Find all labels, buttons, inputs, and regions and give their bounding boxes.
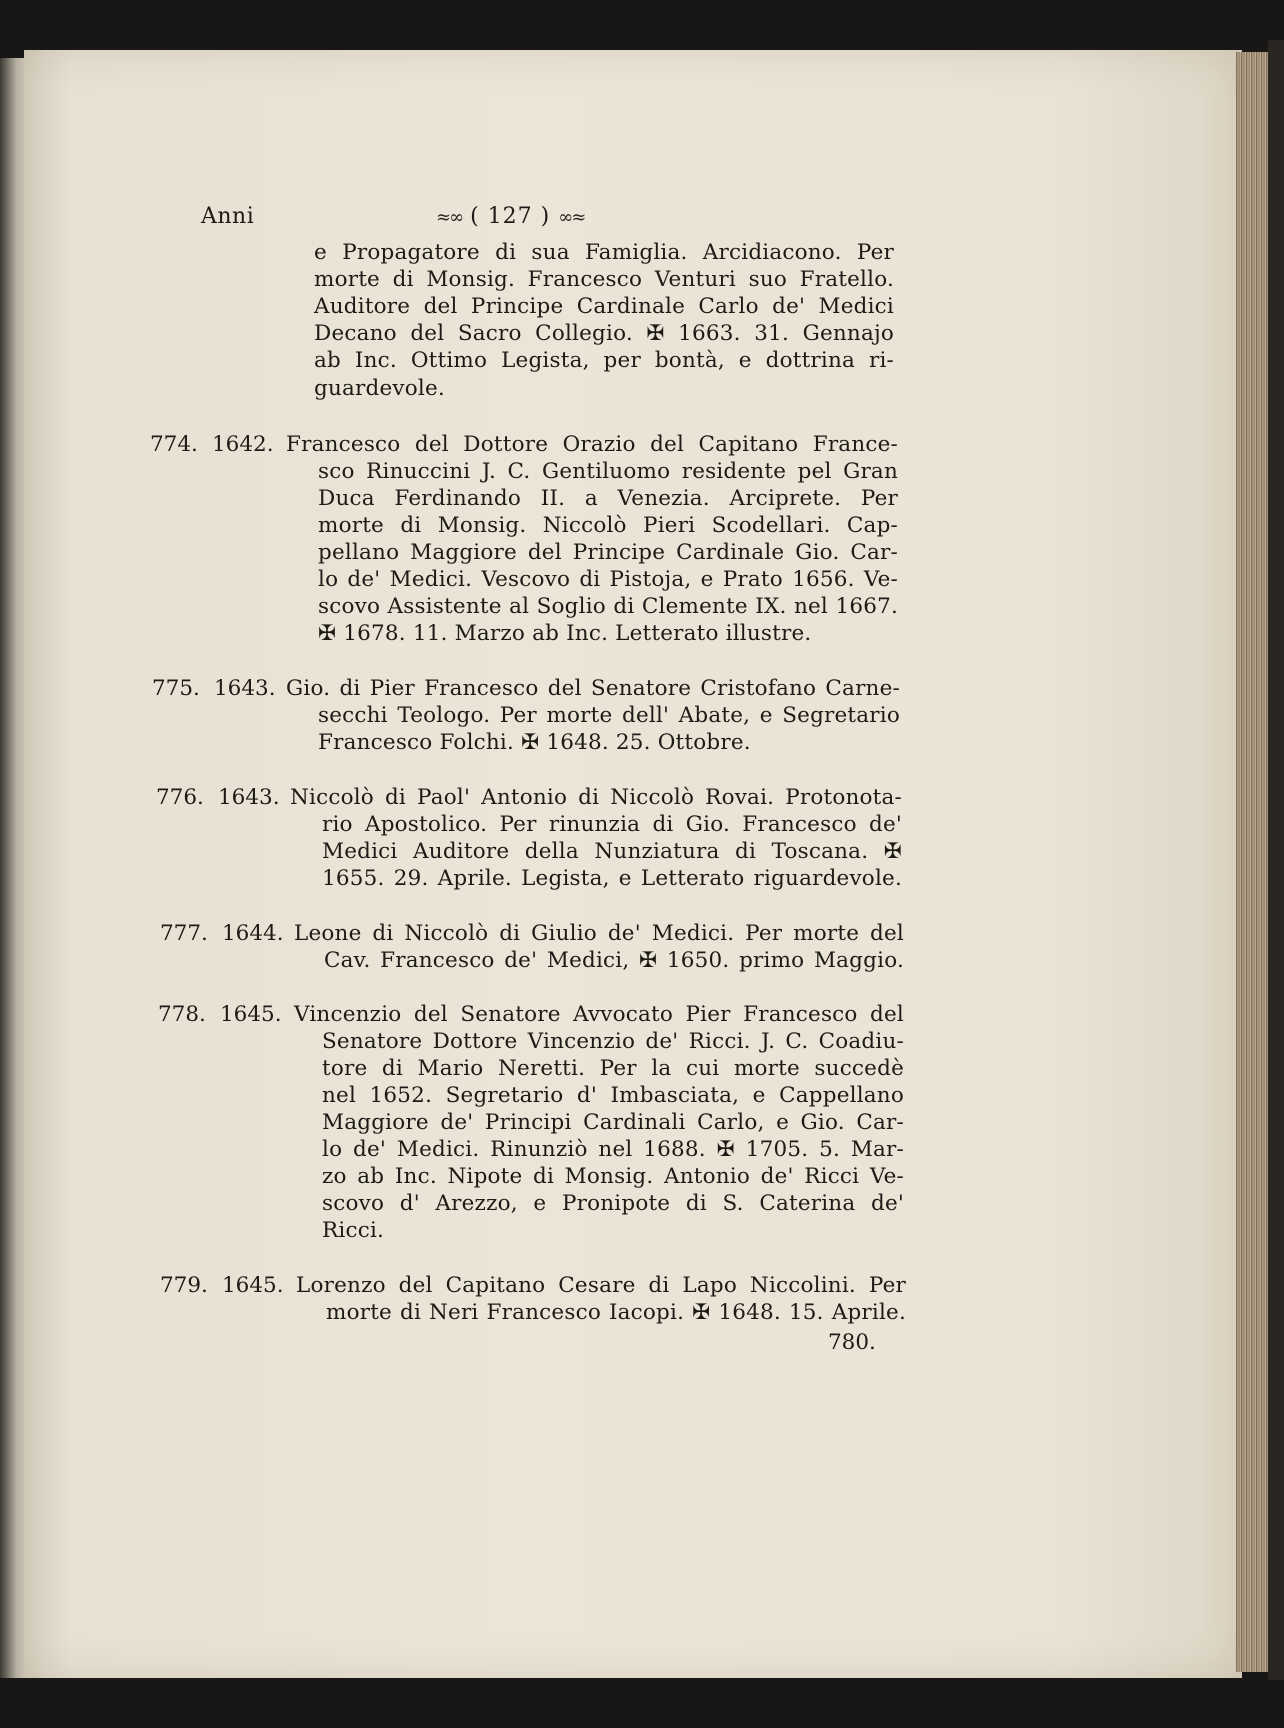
text-line: 1655. 29. Aprile. Legista, e Letterato riguardevole. xyxy=(322,866,902,891)
text-line: tore di Mario Neretti. Per la cui morte succedè xyxy=(322,1056,904,1081)
page-number-header xyxy=(436,204,584,229)
ornament-right-icon: ∞≈ xyxy=(558,207,585,228)
text-line: Cav. Francesco de' Medici, ✠ 1650. primo Maggio. xyxy=(324,948,904,973)
running-head: Anni xyxy=(201,204,255,229)
entry-number: 779. xyxy=(160,1273,208,1298)
text-line: Lorenzo del Capitano Cesare di Lapo Niccolini. Per xyxy=(296,1273,906,1298)
text-line: Maggiore de' Principi Cardinali Carlo, e Gio. Car- xyxy=(322,1110,904,1135)
text-line: nel 1652. Segretario d' Imbasciata, e Cappellano xyxy=(322,1083,904,1108)
text-line: Senatore Dottore Vincenzio de' Ricci. J. C. Coadiu- xyxy=(322,1029,904,1054)
text-line: Leone di Niccolò di Giulio de' Medici. Per morte del xyxy=(294,921,904,946)
entry-year: 1643. xyxy=(214,676,276,701)
text-line: ✠ 1678. 11. Marzo ab Inc. Letterato illustre. xyxy=(318,621,812,646)
entry-number: 778. xyxy=(158,1002,206,1027)
entry-number: 775. xyxy=(152,676,200,701)
text-line: Vincenzio del Senatore Avvocato Pier Francesco del xyxy=(294,1002,904,1027)
text-line: Medici Auditore della Nunziatura di Toscana. ✠ xyxy=(322,839,902,864)
entry-year: 1643. xyxy=(218,785,280,810)
entry-year: 1645. xyxy=(220,1002,282,1027)
text-line: zo ab Inc. Nipote di Monsig. Antonio de' Ricci Ve- xyxy=(322,1164,904,1189)
entry-number: 774. xyxy=(150,432,198,457)
text-line: Auditore del Principe Cardinale Carlo de' Medici xyxy=(314,294,894,319)
text-line: rio Apostolico. Per rinunzia di Gio. Francesco de' xyxy=(322,812,902,837)
text-line: morte di Monsig. Francesco Venturi suo Fratello. xyxy=(314,267,894,292)
text-line: guardevole. xyxy=(314,376,445,401)
ornament-left-icon: ≈∞ xyxy=(436,207,463,228)
text-line: morte di Neri Francesco Iacopi. ✠ 1648. 15. Aprile. xyxy=(326,1300,906,1325)
text-line: scovo d' Arezzo, e Pronipote di S. Caterina de' xyxy=(322,1191,904,1216)
entry-year: 1642. xyxy=(212,432,274,457)
text-line: Francesco del Dottore Orazio del Capitano France- xyxy=(286,432,898,457)
text-line: secchi Teologo. Per morte dell' Abate, e Segretario xyxy=(318,703,900,728)
text-line: Ricci. xyxy=(322,1218,385,1243)
text-line: scovo Assistente al Soglio di Clemente IX. nel 1667. xyxy=(318,594,898,619)
entry-number: 777. xyxy=(160,921,208,946)
catchword: 780. xyxy=(828,1330,876,1355)
text-line: Gio. di Pier Francesco del Senatore Cristofano Carne- xyxy=(286,676,900,701)
text-line: morte di Monsig. Niccolò Pieri Scodellari. Cap- xyxy=(318,513,898,538)
text-line: Francesco Folchi. ✠ 1648. 25. Ottobre. xyxy=(318,730,751,755)
text-line: pellano Maggiore del Principe Cardinale Gio. Car- xyxy=(318,540,898,565)
text-line: lo de' Medici. Vescovo di Pistoja, e Prato 1656. Ve- xyxy=(318,567,898,592)
text-line: Niccolò di Paol' Antonio di Niccolò Rovai. Protonota- xyxy=(290,785,902,810)
text-line: Decano del Sacro Collegio. ✠ 1663. 31. Gennajo xyxy=(314,321,894,346)
text-line: e Propagatore di sua Famiglia. Arcidiacono. Per xyxy=(314,240,894,265)
text-line: ab Inc. Ottimo Legista, per bontà, e dottrina ri- xyxy=(314,348,894,373)
entry-year: 1645. xyxy=(222,1273,284,1298)
entry-year: 1644. xyxy=(222,921,284,946)
text-line: sco Rinuccini J. C. Gentiluomo residente pel Gran xyxy=(318,459,898,484)
entry-number: 776. xyxy=(156,785,204,810)
text-line: lo de' Medici. Rinunziò nel 1688. ✠ 1705. 5. Mar- xyxy=(322,1137,904,1162)
page-number: ( 127 ) xyxy=(470,204,551,229)
text-line: Duca Ferdinando II. a Venezia. Arciprete. Per xyxy=(318,486,898,511)
